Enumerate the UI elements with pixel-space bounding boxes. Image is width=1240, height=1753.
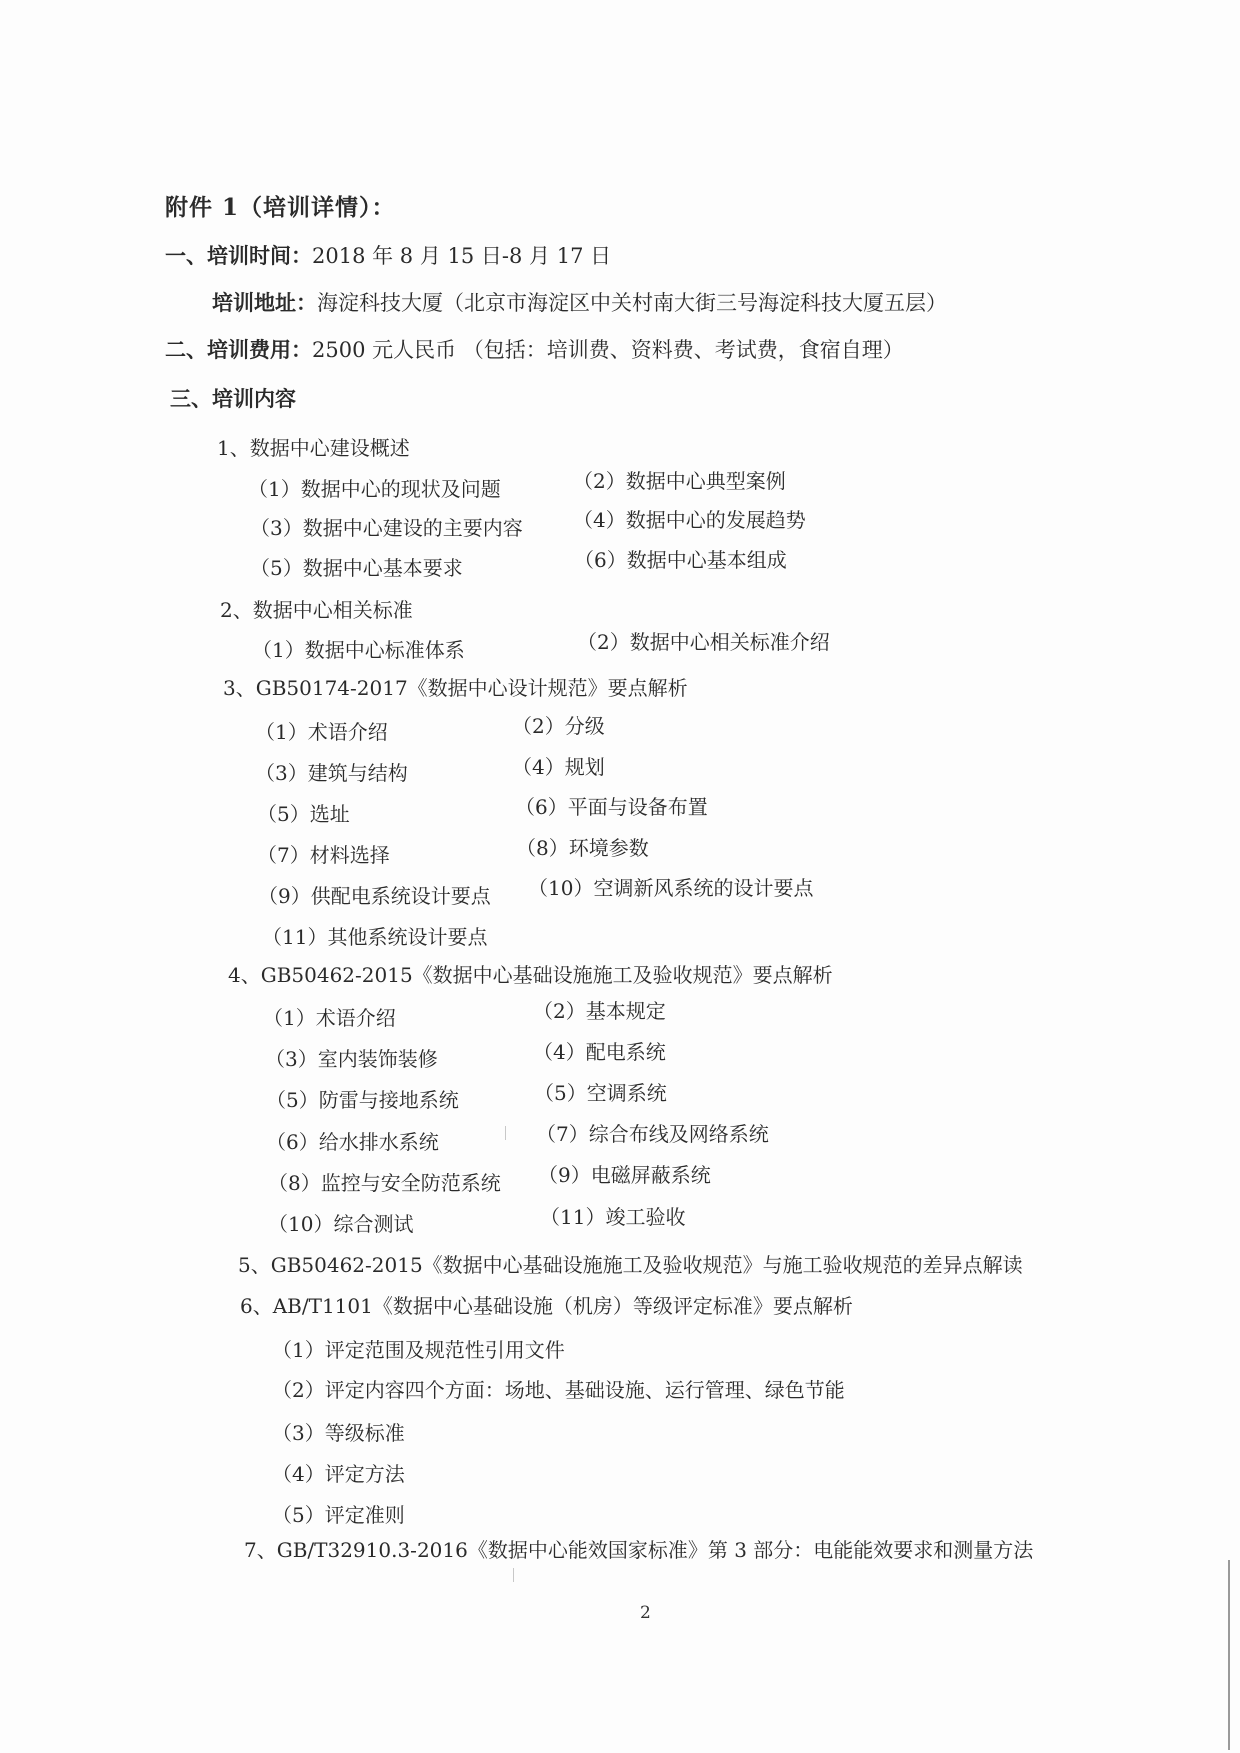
item4-sub-11: （10）综合测试 <box>268 1212 414 1236</box>
training-content-heading: 三、培训内容 <box>170 386 296 411</box>
item5-title: 5、GB50462-2015《数据中心基础设施施工及验收规范》与施工验收规范的差异点解读 <box>238 1253 1023 1277</box>
training-time-label: 一、培训时间： <box>165 243 312 268</box>
item3-sub-9: （9）供配电系统设计要点 <box>258 884 491 908</box>
item2-sub-1: （1）数据中心标准体系 <box>252 638 465 662</box>
item3-sub-7: （7）材料选择 <box>257 843 390 867</box>
item3-sub-10: （10）空调新风系统的设计要点 <box>528 876 814 900</box>
training-fee-row <box>165 337 904 363</box>
item1-sub-3: （3）数据中心建设的主要内容 <box>250 516 523 540</box>
training-address-row <box>212 290 947 316</box>
item7-title: 7、GB/T32910.3-2016《数据中心能效国家标准》第 3 部分：电能能效要求和测量方法 <box>244 1538 1034 1562</box>
item4-sub-4: （4）配电系统 <box>533 1040 666 1064</box>
scan-speck <box>505 1126 506 1140</box>
item2-title: 2、数据中心相关标准 <box>220 598 413 622</box>
item6-sub-2: （2）评定内容四个方面：场地、基础设施、运行管理、绿色节能 <box>272 1378 845 1402</box>
item1-sub-1: （1）数据中心的现状及问题 <box>248 477 501 501</box>
scan-edge-line <box>1228 1560 1230 1750</box>
item4-sub-10: （9）电磁屏蔽系统 <box>538 1163 711 1187</box>
item6-sub-5: （5）评定准则 <box>272 1503 405 1527</box>
item4-sub-3: （3）室内装饰装修 <box>265 1047 438 1071</box>
training-fee-value: 2500 元人民币 （包括：培训费、资料费、考试费，食宿自理） <box>312 338 904 362</box>
item1-sub-6: （6）数据中心基本组成 <box>574 548 787 572</box>
item3-sub-8: （8）环境参数 <box>516 836 649 860</box>
training-time-value: 2018 年 8 月 15 日-8 月 17 日 <box>312 244 612 268</box>
item3-title: 3、GB50174-2017《数据中心设计规范》要点解析 <box>223 676 688 700</box>
item3-sub-2: （2）分级 <box>512 714 605 738</box>
item4-sub-9: （8）监控与安全防范系统 <box>268 1171 501 1195</box>
item6-sub-1: （1）评定范围及规范性引用文件 <box>272 1338 565 1362</box>
training-address-value: 海淀科技大厦（北京市海淀区中关村南大街三号海淀科技大厦五层） <box>317 291 947 315</box>
scan-speck <box>513 1568 514 1582</box>
item2-sub-2: （2）数据中心相关标准介绍 <box>577 630 830 654</box>
item4-sub-1: （1）术语介绍 <box>263 1006 396 1030</box>
item4-title: 4、GB50462-2015《数据中心基础设施施工及验收规范》要点解析 <box>228 963 833 987</box>
item1-sub-4: （4）数据中心的发展趋势 <box>573 508 806 532</box>
item1-title: 1、数据中心建设概述 <box>217 436 410 460</box>
item6-sub-4: （4）评定方法 <box>272 1462 405 1486</box>
item3-sub-1: （1）术语介绍 <box>255 720 388 744</box>
item3-sub-6: （6）平面与设备布置 <box>515 795 708 819</box>
item4-sub-5: （5）防雷与接地系统 <box>266 1088 459 1112</box>
item4-sub-2: （2）基本规定 <box>533 999 666 1023</box>
item3-sub-4: （4）规划 <box>512 755 605 779</box>
item4-sub-12: （11）竣工验收 <box>540 1205 686 1229</box>
item3-sub-11: （11）其他系统设计要点 <box>262 925 488 949</box>
item1-sub-2: （2）数据中心典型案例 <box>573 469 786 493</box>
item1-sub-5: （5）数据中心基本要求 <box>250 556 463 580</box>
training-time-row <box>165 243 611 269</box>
document-title: 附件 1（培训详情）： <box>165 194 396 221</box>
item6-sub-3: （3）等级标准 <box>272 1421 405 1445</box>
training-address-label: 培训地址： <box>212 290 317 315</box>
item3-sub-3: （3）建筑与结构 <box>255 761 408 785</box>
training-fee-label: 二、培训费用： <box>165 337 312 362</box>
item4-sub-6: （5）空调系统 <box>534 1081 667 1105</box>
item3-sub-5: （5）选址 <box>257 802 350 826</box>
item6-title: 6、AB/T1101《数据中心基础设施（机房）等级评定标准》要点解析 <box>240 1294 853 1318</box>
item4-sub-7: （6）给水排水系统 <box>266 1130 439 1154</box>
item4-sub-8: （7）综合布线及网络系统 <box>536 1122 769 1146</box>
page-number: 2 <box>640 1603 651 1623</box>
